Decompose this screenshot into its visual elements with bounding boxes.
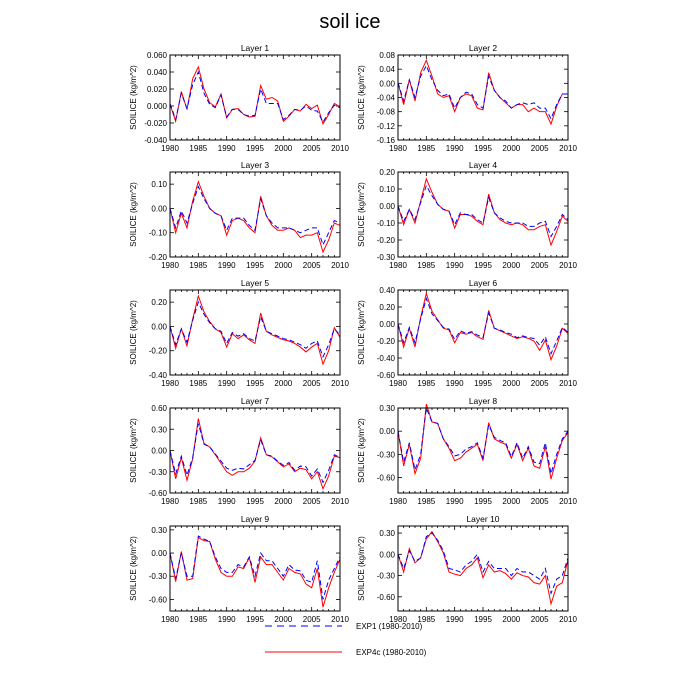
y-tick-label: 0.60 [151,404,167,413]
y-tick-label: -0.40 [148,371,167,380]
y-tick-label: 0.020 [146,85,167,94]
x-tick-label: 1995 [246,379,264,388]
y-tick-label: 0.00 [151,322,167,332]
x-tick-label: 1990 [217,615,236,624]
x-tick-label: 1995 [474,497,492,506]
x-tick-label: 2005 [302,144,321,153]
y-axis-label: SOILICE (kg/m^2) [357,182,366,247]
panel-title: Layer 7 [240,396,270,406]
y-tick-label: 0.00 [379,202,395,211]
x-tick-label: 1990 [217,497,236,506]
y-tick-label: 0.000 [146,102,167,111]
y-axis-label: SOILICE (kg/m^2) [357,418,366,483]
y-axis-label: SOILICE (kg/m^2) [129,418,138,483]
x-tick-label: 2010 [559,144,577,153]
y-tick-label: -0.30 [376,571,395,581]
x-tick-label: 1980 [389,144,407,153]
x-tick-label: 1995 [246,615,264,624]
y-tick-label: 0.30 [379,529,395,539]
y-axis-label: SOILICE (kg/m^2) [357,536,366,601]
x-tick-label: 2005 [302,379,321,388]
y-tick-label: -0.60 [148,489,167,498]
y-tick-label: 0.00 [379,320,395,329]
x-tick-label: 2000 [502,379,521,388]
x-tick-label: 2005 [302,261,321,270]
panel-title: Layer 1 [240,43,270,53]
x-tick-label: 1990 [217,144,236,153]
y-tick-label: -0.60 [376,371,395,380]
x-tick-label: 1995 [474,261,492,270]
x-tick-label: 2010 [331,144,349,153]
y-tick-label: 0.40 [379,286,395,295]
x-tick-label: 2000 [502,615,521,624]
x-tick-label: 2005 [530,615,549,624]
x-tick-label: 1985 [417,615,436,624]
x-tick-label: 2000 [274,615,293,624]
x-tick-label: 1985 [417,144,436,153]
x-tick-label: 1995 [474,615,492,624]
x-tick-label: 1985 [189,261,208,270]
panel-title: Layer 5 [240,278,270,288]
y-tick-label: -0.60 [376,592,395,602]
y-tick-label: -0.020 [144,119,167,128]
y-tick-label: 0.30 [151,425,167,435]
y-tick-label: 0.10 [379,185,395,194]
y-tick-label: -0.10 [148,228,167,238]
x-tick-label: 1980 [161,615,179,624]
x-tick-label: 1990 [217,379,236,388]
x-tick-label: 2010 [559,615,577,624]
x-tick-label: 1980 [389,615,407,624]
y-axis-label: SOILICE (kg/m^2) [129,182,138,247]
y-tick-label: 0.20 [379,303,395,312]
x-tick-label: 2010 [331,261,349,270]
x-tick-label: 1995 [474,379,492,388]
panel-title: Layer 3 [240,160,270,170]
x-tick-label: 1985 [189,615,208,624]
y-tick-label: -0.30 [376,450,395,460]
x-tick-label: 1980 [161,144,179,153]
panel-title: Layer 9 [240,514,270,524]
y-tick-label: -0.40 [376,354,395,363]
y-axis-label: SOILICE (kg/m^2) [357,65,366,130]
x-tick-label: 2000 [502,144,521,153]
x-tick-label: 1985 [189,497,208,506]
x-tick-label: 1980 [389,379,407,388]
x-tick-label: 1980 [389,261,407,270]
x-tick-label: 2000 [274,261,293,270]
y-axis-label: SOILICE (kg/m^2) [357,300,366,365]
x-tick-label: 2000 [274,144,293,153]
x-tick-label: 1990 [445,497,464,506]
y-tick-label: 0.00 [151,549,167,559]
y-axis-label: SOILICE (kg/m^2) [129,65,138,130]
x-tick-label: 2010 [559,261,577,270]
x-tick-label: 1985 [417,261,436,270]
y-tick-label: 0.00 [379,550,395,560]
x-tick-label: 1995 [246,497,264,506]
y-tick-label: 0.10 [151,180,167,190]
y-tick-label: -0.20 [148,253,167,262]
y-tick-label: -0.10 [376,219,395,228]
x-tick-label: 2000 [274,497,293,506]
y-tick-label: -0.30 [148,572,167,582]
x-tick-label: 1995 [246,261,264,270]
y-tick-label: 0.040 [146,68,167,77]
y-tick-label: 0.30 [151,525,167,535]
x-tick-label: 2010 [559,379,577,388]
x-tick-label: 1985 [189,144,208,153]
y-tick-label: 0.20 [379,168,395,177]
panel-title: Layer 2 [468,43,498,53]
y-tick-label: -0.12 [376,121,395,131]
legend-label-exp1: EXP1 (1980-2010) [356,622,423,631]
x-tick-label: 1980 [389,497,407,506]
x-tick-label: 1985 [417,379,436,388]
x-tick-label: 2005 [530,379,549,388]
x-tick-label: 2005 [530,497,549,506]
x-tick-label: 1995 [474,144,492,153]
x-tick-label: 1980 [161,261,179,270]
y-tick-label: 0.04 [379,65,395,75]
y-tick-label: -0.16 [376,136,395,145]
legend-label-exp4c: EXP4c (1980-2010) [356,648,427,657]
x-tick-label: 1980 [161,379,179,388]
y-tick-label: 0.00 [379,79,395,89]
x-tick-label: 2005 [302,497,321,506]
x-tick-label: 2010 [331,379,349,388]
y-tick-label: -0.60 [376,473,395,483]
x-tick-label: 1990 [445,144,464,153]
y-tick-label: 0.08 [379,51,395,60]
panel-title: Layer 4 [468,160,498,170]
x-tick-label: 2000 [502,497,521,506]
y-tick-label: -0.040 [144,136,167,145]
y-tick-label: -0.20 [376,236,395,245]
x-tick-label: 1985 [417,497,436,506]
y-tick-label: 0.00 [151,446,167,456]
x-tick-label: 1990 [445,261,464,270]
y-tick-label: 0.00 [379,427,395,437]
x-tick-label: 2005 [530,261,549,270]
x-tick-label: 1990 [445,615,464,624]
y-axis-label: SOILICE (kg/m^2) [129,300,138,365]
x-tick-label: 1990 [217,261,236,270]
y-tick-label: 0.060 [146,51,167,60]
y-tick-label: -0.60 [148,595,167,605]
x-tick-label: 2005 [302,615,321,624]
x-tick-label: 2000 [274,379,293,388]
x-tick-label: 2010 [559,497,577,506]
y-tick-label: -0.30 [148,467,167,477]
x-tick-label: 2010 [331,615,349,624]
y-tick-label: -0.30 [376,253,395,262]
y-tick-label: 0.30 [379,404,395,413]
y-tick-label: -0.04 [376,93,395,103]
x-tick-label: 1985 [189,379,208,388]
y-tick-label: 0.00 [151,204,167,214]
figure-title: soil ice [319,11,381,33]
x-tick-label: 1980 [161,497,179,506]
panel-title: Layer 6 [468,278,498,288]
x-tick-label: 2010 [331,497,349,506]
panel-title: Layer 10 [466,514,500,524]
x-tick-label: 2005 [530,144,549,153]
panel-title: Layer 8 [468,396,498,406]
y-tick-label: 0.20 [151,298,167,308]
x-tick-label: 1990 [445,379,464,388]
x-tick-label: 2000 [502,261,521,270]
x-tick-label: 1995 [246,144,264,153]
y-tick-label: -0.08 [376,107,395,117]
y-axis-label: SOILICE (kg/m^2) [129,536,138,601]
y-tick-label: -0.20 [148,346,167,356]
y-tick-label: -0.20 [376,337,395,346]
